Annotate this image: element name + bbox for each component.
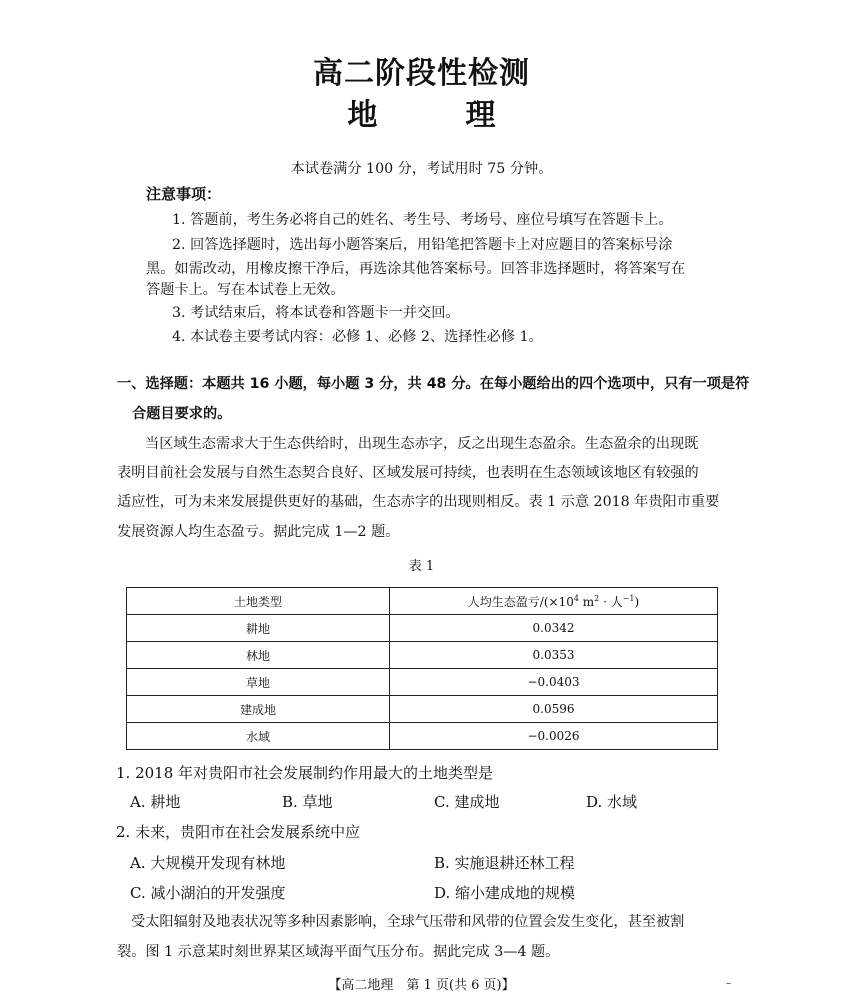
table-cell-value: 0.0342: [390, 615, 718, 642]
passage1-line-4: 发展资源人均生态盈亏。据此完成 1—2 题。: [117, 524, 400, 540]
question-2-option-c: C. 减小湖泊的开发强度: [130, 884, 286, 902]
question-1-option-d: D. 水域: [586, 793, 638, 811]
subject-char-2: 理: [465, 98, 496, 133]
question-2-option-b: B. 实施退耕还林工程: [434, 854, 575, 872]
corner-mark: –: [726, 978, 731, 989]
eco-balance-table: [126, 587, 718, 750]
notice-item-4: 4. 本试卷主要考试内容：必修 1、必修 2、选择性必修 1。: [172, 329, 543, 345]
section-heading-line-1: 一、选择题：本题共 16 小题，每小题 3 分，共 48 分。在每小题给出的四个选项中，只有一项是符: [117, 376, 750, 392]
table-header-eco-balance: 人均生态盈亏$/(\times 10^4$ $m^2$ · 人$^{-1}$): [390, 588, 718, 615]
table-row: [127, 642, 718, 669]
table-row: [127, 669, 718, 696]
table-caption: 表 1: [408, 559, 435, 574]
notice-item-2-line-2: 黑。如需改动，用橡皮擦干净后，再选涂其他答案标号。回答非选择题时，将答案写在: [146, 261, 686, 277]
passage1-line-3: 适应性，可为未来发展提供更好的基础，生态赤字的出现则相反。表 1 示意 2018 年贵阳市重要: [117, 494, 720, 510]
table-row: [127, 723, 718, 750]
table-row: [127, 615, 718, 642]
page-footer: 【高二地理 第 1 页(共 6 页)】: [328, 978, 515, 993]
notice-item-3: 3. 考试结束后，将本试卷和答题卡一并交回。: [172, 305, 460, 321]
subject-title: [0, 90, 843, 134]
passage1-line-2: 表明目前社会发展与自然生态契合良好、区域发展可持续，也表明在生态领域该地区有较强的: [117, 465, 699, 481]
question-1-option-a: A. 耕地: [130, 793, 181, 811]
table-cell-type: 水域: [127, 723, 390, 750]
passage2-line-2: 裂。图 1 示意某时刻世界某区域海平面气压分布。据此完成 3—4 题。: [117, 944, 560, 960]
notice-item-2-line-1: 2. 回答选择题时，选出每小题答案后，用铅笔把答题卡上对应题目的答案标号涂: [172, 237, 673, 253]
question-2-option-d: D. 缩小建成地的规模: [434, 884, 576, 902]
exam-info: 本试卷满分 100 分，考试用时 75 分钟。: [290, 161, 553, 177]
notice-item-1: 1. 答题前，考生务必将自己的姓名、考生号、考场号、座位号填写在答题卡上。: [172, 212, 673, 228]
table-cell-type: 建成地: [127, 696, 390, 723]
table-cell-value: 0.0596: [390, 696, 718, 723]
table-cell-value: 0.0353: [390, 642, 718, 669]
exam-title: 高二阶段性检测: [313, 56, 530, 91]
passage2-line-1: 受太阳辐射及地表状况等多种因素影响，全球气压带和风带的位置会发生变化，甚至被割: [131, 914, 685, 930]
question-1-option-b: B. 草地: [282, 793, 333, 811]
table-cell-value: −0.0026: [390, 723, 718, 750]
question-2-option-a: A. 大规模开发现有林地: [130, 854, 286, 872]
notice-heading: 注意事项：: [146, 185, 222, 203]
table-cell-value: −0.0403: [390, 669, 718, 696]
question-1-option-c: C. 建成地: [434, 793, 500, 811]
section-heading-line-2: 合题目要求的。: [132, 406, 232, 422]
table-header-row: [127, 588, 718, 615]
table-cell-type: 林地: [127, 642, 390, 669]
question-1-stem: 1. 2018 年对贵阳市社会发展制约作用最大的土地类型是: [116, 764, 494, 782]
table-cell-type: 草地: [127, 669, 390, 696]
table-header-land-type: 土地类型: [127, 588, 390, 615]
table-row: [127, 696, 718, 723]
notice-item-2-line-3: 答题卡上。写在本试卷上无效。: [146, 282, 345, 298]
passage1-line-1: 当区域生态需求大于生态供给时，出现生态赤字，反之出现生态盈余。生态盈余的出现既: [145, 436, 699, 452]
table-cell-type: 耕地: [127, 615, 390, 642]
subject-char-1: 地: [347, 98, 378, 133]
question-2-stem: 2. 未来，贵阳市在社会发展系统中应: [116, 823, 361, 841]
